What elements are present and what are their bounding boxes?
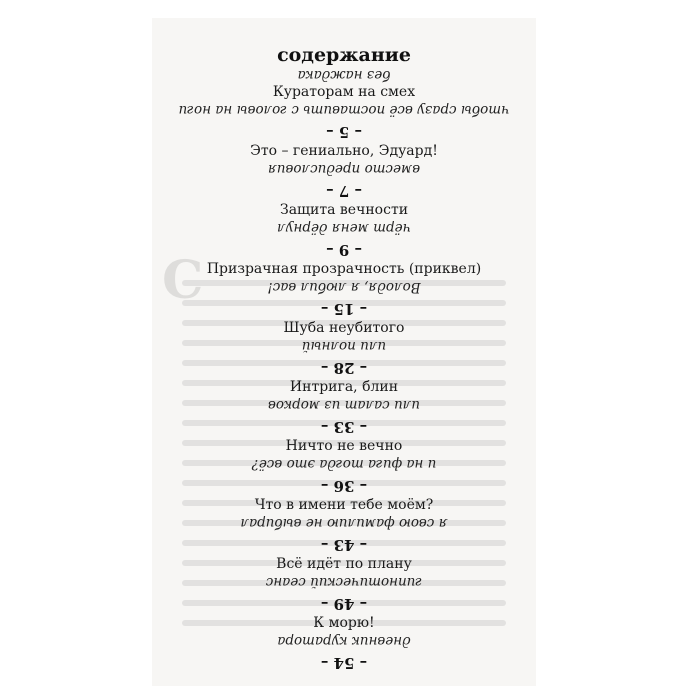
entry-page-number: – 54 – [320,654,368,672]
toc-entry [152,438,536,495]
entry-title: К морю! [313,615,375,631]
entry-page-number: – 36 – [320,477,368,495]
entry-page-number: – 49 – [320,595,368,613]
entry-page-number: – 9 – [326,241,362,259]
toc-entry [152,320,536,377]
entry-subtitle: или полный [301,338,387,354]
entry-title: Это – гениально, Эдуард! [250,143,438,159]
entry-page-number: – 33 – [320,418,368,436]
entry-subtitle: чёрт меня дёрнул [277,220,411,236]
entry-title: Интрига, блин [289,379,399,395]
toc-entry [152,556,536,613]
entry-page-number: – 15 – [320,300,368,318]
toc-entry [152,615,536,672]
entry-subtitle: дневник куратора [277,633,411,649]
toc-entry [152,261,536,318]
entry-subtitle: я свою фамилию не выбирал [240,515,448,531]
entry-title: Ничто не вечно [285,438,403,454]
entry-subtitle: чтобы сразу всё поставить с головы на ноги [178,102,510,118]
book-page [152,18,536,686]
entry-title: Защита вечности [279,202,409,218]
entry-page-number: – 5 – [326,123,362,141]
entry-subtitle: или салат из морков [268,397,420,413]
table-of-contents [152,44,536,674]
entry-title: Призрачная прозрачность (приквел) [206,261,482,277]
entry-subtitle: и на фига тогда это всё? [251,456,437,472]
toc-entry [152,143,536,200]
toc-heading-subtitle: без наждака [297,67,391,83]
entry-subtitle: гипнотический сеанс [265,574,423,590]
toc-entry [152,379,536,436]
entry-title: Кураторам на смех [272,84,416,100]
entry-title: Всё идёт по плану [276,556,412,572]
toc-heading: содержание [277,44,411,66]
entry-page-number: – 43 – [320,536,368,554]
entry-subtitle: вместо предисловия [267,161,421,177]
entry-title: Шуба неубитого [283,320,405,336]
entry-page-number: – 28 – [320,359,368,377]
entry-page-number: – 7 – [326,182,362,200]
toc-entry [152,84,536,141]
entry-title: Что в имени тебе моём? [254,497,434,513]
toc-entry [152,497,536,554]
toc-entry [152,202,536,259]
entry-subtitle: Володя, я любил вас! [267,279,421,295]
bleed-drop-cap: С [162,250,204,311]
